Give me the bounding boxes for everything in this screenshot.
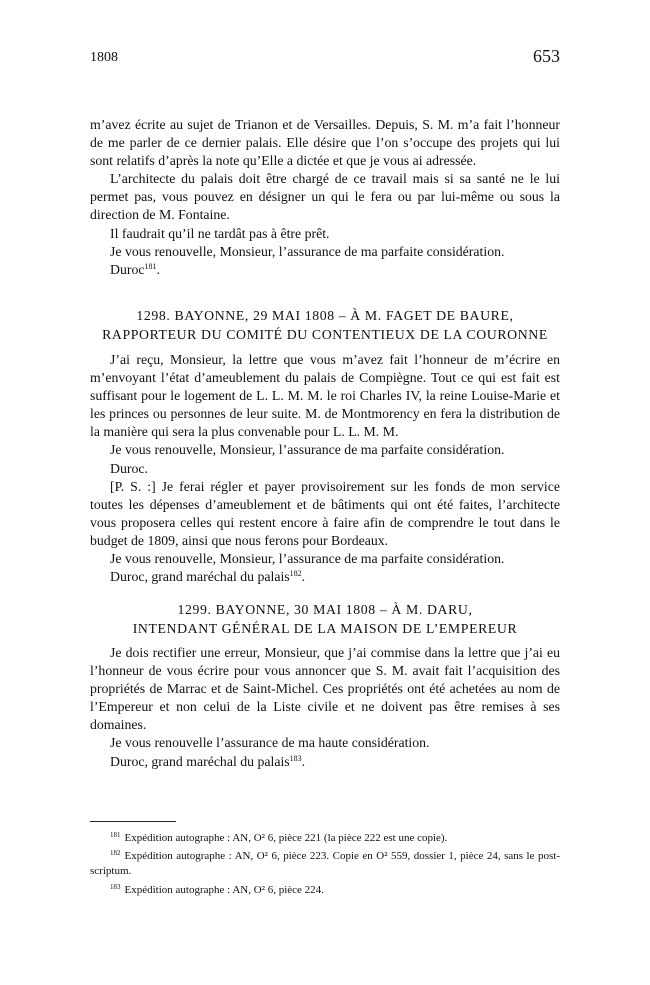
footnote-text: Expédition autographe : AN, O² 6, pièce 223. Copie en O² 559, dossier 1, pièce 24, sans le post-scriptum. <box>90 850 560 878</box>
signature: Duroc$^{181}$. <box>110 261 160 277</box>
letter-heading-line: RAPPORTEUR DU COMITÉ DU CONTENTIEUX DE LA COURONNE <box>102 326 548 342</box>
paragraph: Je vous renouvelle, Monsieur, l’assurance de ma parfaite considération. <box>110 551 505 567</box>
footnote-ref: 181 <box>144 261 157 271</box>
signature-text: Duroc, grand maréchal du palais <box>110 569 290 585</box>
running-head <box>90 46 560 70</box>
footnote-rule <box>90 821 176 822</box>
letter-heading-1298 <box>90 307 560 344</box>
signature-period: . <box>301 753 306 769</box>
footnote <box>90 846 560 879</box>
paragraph: Je vous renouvelle, Monsieur, l’assurance de ma parfaite considération. <box>110 243 505 259</box>
continued-letter-body <box>90 116 560 279</box>
paragraph: Je vous renouvelle, Monsieur, l’assurance de ma parfaite considération. <box>110 442 505 458</box>
running-head-year: 1808 <box>90 50 118 65</box>
footnotes <box>90 828 560 898</box>
paragraph: Je dois rectifier une erreur, Monsieur, que j’ai commise dans la lettre que j’ai eu l’honneur de vous écrire pour vous annoncer que S. M. avait fait l’acquisition des propriétés de Marrac et de Saint-Michel. Ces propriétés ont été achetées au nom de l’Empereur et non celui de la Liste civile et ne doivent pas être remises à ses domaines. <box>90 645 560 733</box>
postscript: [P. S. :] Je ferai régler et payer provisoirement sur les fonds de mon service toutes les dépenses d’ameublement et de bâtiments qui ont été faites, l’architecte vous proposera celles qui restent encore à faire afin de comprendre le tout dans le budget de 1809, ainsi que nous ferons pour Bordeaux. <box>90 478 560 548</box>
letter-heading-line: INTENDANT GÉNÉRAL DE LA MAISON DE L’EMPEREUR <box>132 620 518 636</box>
paragraph: Duroc. <box>110 460 148 476</box>
paragraph: J’ai reçu, Monsieur, la lettre que vous m’avez fait l’honneur de m’écrire en m’envoyant l’état d’ameublement du palais de Compiègne. Tout ce qui est fait est suffisant pour le logement de L. L. M. M. le roi Charles IV, la reine Louise-Marie et les princes ou personnes de leur suite. M. de Montmorency en fera la distribution de la manière qui sera la plus convenable pour L. L. M. M. <box>90 352 560 440</box>
signature-text: Duroc <box>110 261 145 277</box>
footnote-ref: 182 <box>289 569 302 579</box>
page-number: 653 <box>533 46 560 66</box>
footnote-text: Expédition autographe : AN, O² 6, pièce 224. <box>124 883 324 896</box>
footnote-number: 181 <box>110 831 121 839</box>
paragraph: L’architecte du palais doit être chargé de ce travail mais si sa santé ne le lui permet pas, vous pouvez en désigner un qui le fera ou par lui-même ou sous la direction de M. Fontaine. <box>90 171 560 223</box>
signature-period: . <box>301 569 306 585</box>
letter-body-1298 <box>90 351 560 586</box>
letter-heading-1299 <box>90 601 560 638</box>
footnote-number: 182 <box>110 849 121 858</box>
footnote <box>90 880 560 898</box>
paragraph: Je vous renouvelle l’assurance de ma haute considération. <box>110 735 430 751</box>
letter-body-1299 <box>90 644 560 771</box>
letter-heading-line: 1299. BAYONNE, 30 MAI 1808 – À M. DARU, <box>177 602 473 617</box>
paragraph: m’avez écrite au sujet de Trianon et de Versailles. Depuis, S. M. m’a fait l’honneur de me parler de ce dernier palais. Elle désire que l’on s’occupe des projets qui lui sont relatifs d’après la note qu’Elle a dictée et que je vous ai adressée. <box>90 117 560 169</box>
footnote-text: Expédition autographe : AN, O² 6, pièce 221 (la pièce 222 est une copie). <box>124 832 448 844</box>
footnote-ref: 183 <box>289 753 302 763</box>
signature <box>90 568 560 586</box>
signature-text: Duroc, grand maréchal du palais <box>110 753 290 769</box>
paragraph: Il faudrait qu’il ne tardât pas à être prêt. <box>110 225 330 241</box>
footnote <box>90 828 560 846</box>
signature <box>90 753 560 771</box>
letter-heading-line: 1298. BAYONNE, 29 MAI 1808 – À M. FAGET DE BAURE, <box>136 308 514 323</box>
footnote-number: 183 <box>110 882 121 891</box>
